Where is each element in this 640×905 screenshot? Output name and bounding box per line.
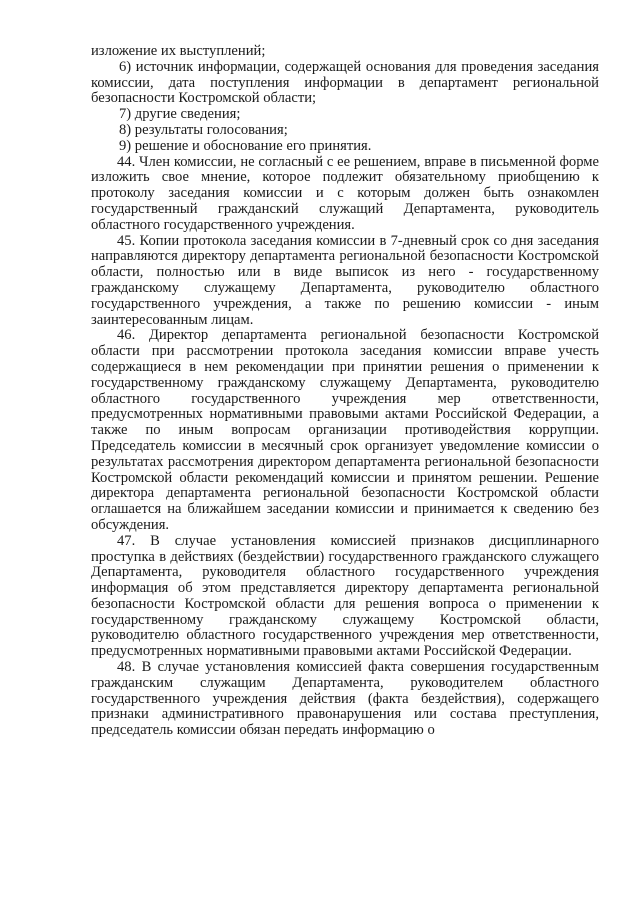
paragraph-45: 45. Копии протокола заседания комиссии в 7-дневный срок со дня заседания направляются директору департамента региональной безопасности Костромской области, полностью или в виде выписок из него - государственному гражданскому служащему Департамента, руководителю областного государственного учреждения, а также по решению комиссии - иным заинтересованным лицам. — [91, 232, 599, 328]
paragraph-46: 46. Директор департамента региональной безопасности Костромской области при рассмотрении протокола заседания комиссии вправе учесть содержащиеся в нем рекомендации при принятии решения о применении к государственному гражданскому служащему Департамента, руководителю областного государственного учреждения мер ответственности, предусмотренных нормативными правовыми актами Российской Федерации, а также по иным вопросам организации противодействия коррупции. Председатель комиссии в месячный срок организует уведомление комиссии о результатах рассмотрения директором департамента региональной безопасности Костромской области рекомендаций комиссии и принятом решении. Решение директора департамента региональной безопасности Костромской области оглашается на ближайшем заседании комиссии и принимается к сведению без обсуждения. — [91, 327, 599, 533]
paragraph-47: 47. В случае установления комиссией признаков дисциплинарного проступка в действиях (бездействии) государственного гражданского служащего Департамента, руководителя областного государственного учреждения информация об этом представляется директору департамента региональной безопасности Костромской области для решения вопроса о применении к государственному гражданскому служащему Костромской области, руководителю областного государственного учреждения мер ответственности, предусмотренных нормативными правовыми актами Российской Федерации. — [91, 532, 599, 660]
document-body — [91, 44, 599, 739]
list-item-7: 7) другие сведения; — [119, 106, 241, 123]
paragraph-48: 48. В случае установления комиссией факта совершения государственным гражданским служащим Департамента, руководителем областного государственного учреждения действия (факта бездействия), содержащего признаки административного правонарушения или состава преступления, председатель комиссии обязан передать информацию о — [91, 659, 599, 739]
paragraph-44: 44. Член комиссии, не согласный с ее решением, вправе в письменной форме изложить свое мнение, которое подлежит обязательному приобщению к протоколу заседания комиссии и с которым должен быть ознакомлен государственный гражданский служащий Департамента, руководитель областного государственного учреждения. — [91, 153, 599, 233]
list-item-8: 8) результаты голосования; — [119, 121, 288, 138]
paragraph-continuation: изложение их выступлений; — [91, 43, 266, 59]
list-item-6: 6) источник информации, содержащей основания для проведения заседания комиссии, дата поступления информации в департамент региональной безопасности Костромской области; — [91, 58, 599, 107]
list-item-9: 9) решение и обоснование его принятия. — [119, 137, 372, 154]
